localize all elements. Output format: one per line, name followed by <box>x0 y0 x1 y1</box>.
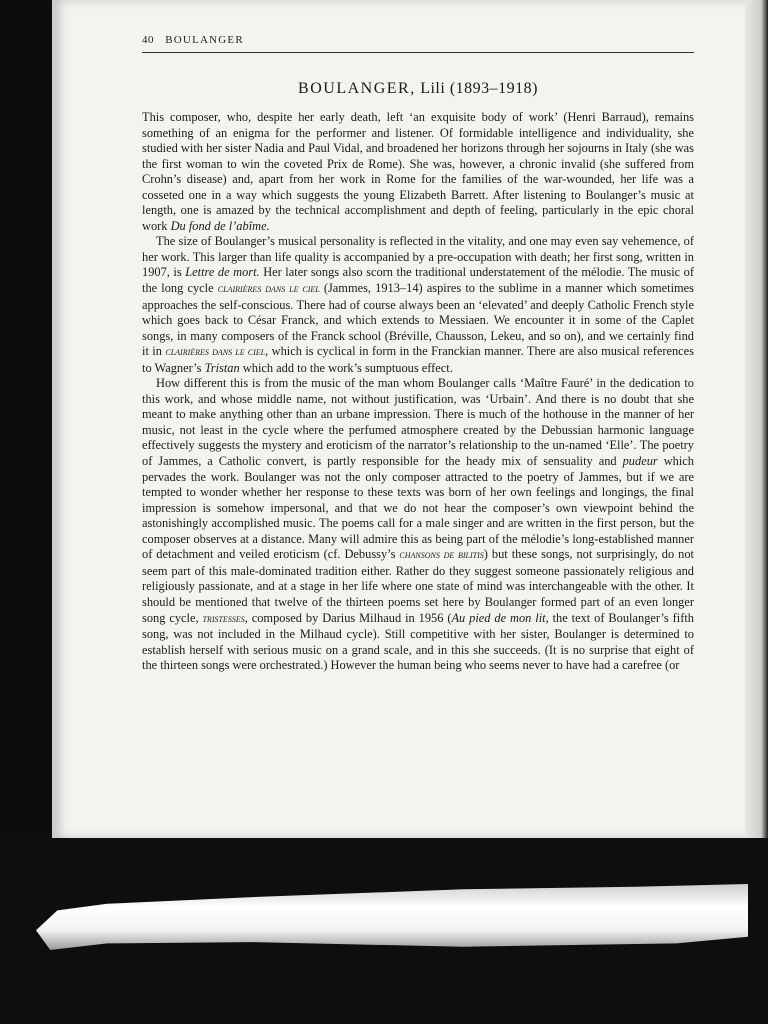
paragraph-3 <box>142 376 694 673</box>
text-run: which add to the work’s sumptuous effect. <box>239 360 453 375</box>
entry-title <box>142 80 694 98</box>
italic-text: Au pied de mon lit <box>451 610 546 625</box>
text-run: How different this is from the music of the man whom Boulanger calls ‘Maître Fauré’ in the dedication to this work, and whose middle name, not without justification, was ‘Urbain’. And there is no doubt that she meant to make anything other than an urbane impression. There is much of the hothouse in the manner of her music, not least in the cycle where the perfumed atmosphere created by the Debussian harmonic language effectively suggests the mystery and eroticism of the narrator’s relationship to the un-named ‘Elle’. The poetry of Jammes, a Catholic convert, is partly responsible for the heady mix of sensuality and <box>142 376 694 469</box>
text-run: The size of Boulanger’s musical personality is reflected in the vitality, and one may even say vehemence, of her work. This larger than life quality is accompanied by a pre-occupation with death; her first song, written in 1907, is <box>142 234 694 280</box>
text-run: , composed by Darius Milhaud in 1956 ( <box>244 610 452 625</box>
text-run: , the text of Boulanger’s fifth song, was not included in the Milhaud cycle). Still competitive with her sister, Boulanger is determined to establish herself with serious music on a grand scale, and in this she succeeds. (It is no surprise that eight of the thirteen songs were orchestrated.) However the human being who seems never to have had a carefree (or <box>142 610 694 673</box>
text-run: (Jammes, 1913–14) aspires to the sublime in a manner which sometimes approaches the self-conscious. There had of course always been an ‘elevated’ and deeply Catholic French style which goes back to César Franck, and which extends to Messiaen. We encounter it in some of the Caplet songs, in many composers of the Franck school (Bréville, Chausson, Lekeu, and so on), and we certainly find it in <box>142 281 694 359</box>
text-run: ) but these songs, not surprisingly, do not seem part of this male-dominated tradition either. Rather do they suggest someone passionately religious and religiously passionate, and at a stage in her life where one state of mind was interchangeable with the other. It should be mentioned that twelve of the thirteen poems set here by Boulanger formed part of an even longer song cycle, <box>142 547 694 625</box>
small-caps-title: chansons de bilitis <box>399 549 484 562</box>
italic-text: Du fond de l’abîme. <box>170 218 270 233</box>
italic-text: pudeur <box>622 454 658 469</box>
small-caps-title: tristesses <box>202 612 245 625</box>
paragraph-1 <box>142 110 694 234</box>
article-body <box>142 110 694 674</box>
italic-text: Lettre de mort. <box>185 265 260 280</box>
text-run: This composer, who, despite her early death, left ‘an exquisite body of work’ (Henri Barraud), remains something of an enigma for the performer and listener. Of formidable intelligence and individuality, she studied with her sister Nadia and Paul Vidal, and broadened her horizons through her sojourns in Italy (she was the first woman to win the coveted Prix de Rome). She was, however, a chronic invalid (she suffered from Crohn’s disease) and, apart from her work in Rome for the families of the war-wounded, her life was a cosseted one in a way which suggests the young Elizabeth Barrett. After listening to Boulanger’s music at length, one is amazed by the technical accomplishment and depth of feeling, particularly in the epic choral work <box>142 110 694 233</box>
text-run: which pervades the work. Boulanger was not the only composer attracted to the poetry of Jammes, but if we are tempted to wonder whether her response to these texts was born of her own feelings and longings, the final impression is somehow impersonal, and that we do not hear the composer’s own viewpoint behind the astonishingly accomplished music. The poems call for a male singer and are written in the first person, but the composer observes at a distance. Many will admire this as being part of the mélodie’s long-established manner of detachment and veiled eroticism (cf. Debussy’s <box>142 454 694 562</box>
text-run: , which is cyclical in form in the Franckian manner. There are also musical references to Wagner’s <box>142 344 695 375</box>
text-run: Her later songs also scorn the traditional understatement of the mélodie. The music of the long cycle <box>142 265 694 296</box>
small-caps-title: clairières dans le ciel <box>165 346 266 359</box>
page-edge-shadow <box>745 0 768 838</box>
paragraph-2 <box>142 234 694 376</box>
entry-title-rest: Lili (1893–1918) <box>415 80 538 97</box>
entry-title-surname: BOULANGER, <box>298 80 416 97</box>
page-number: 40 <box>142 34 154 46</box>
running-head <box>142 34 694 53</box>
running-head-label: BOULANGER <box>165 34 244 46</box>
italic-text: Tristan <box>204 360 240 375</box>
small-caps-title: clairières dans le ciel <box>217 283 320 296</box>
